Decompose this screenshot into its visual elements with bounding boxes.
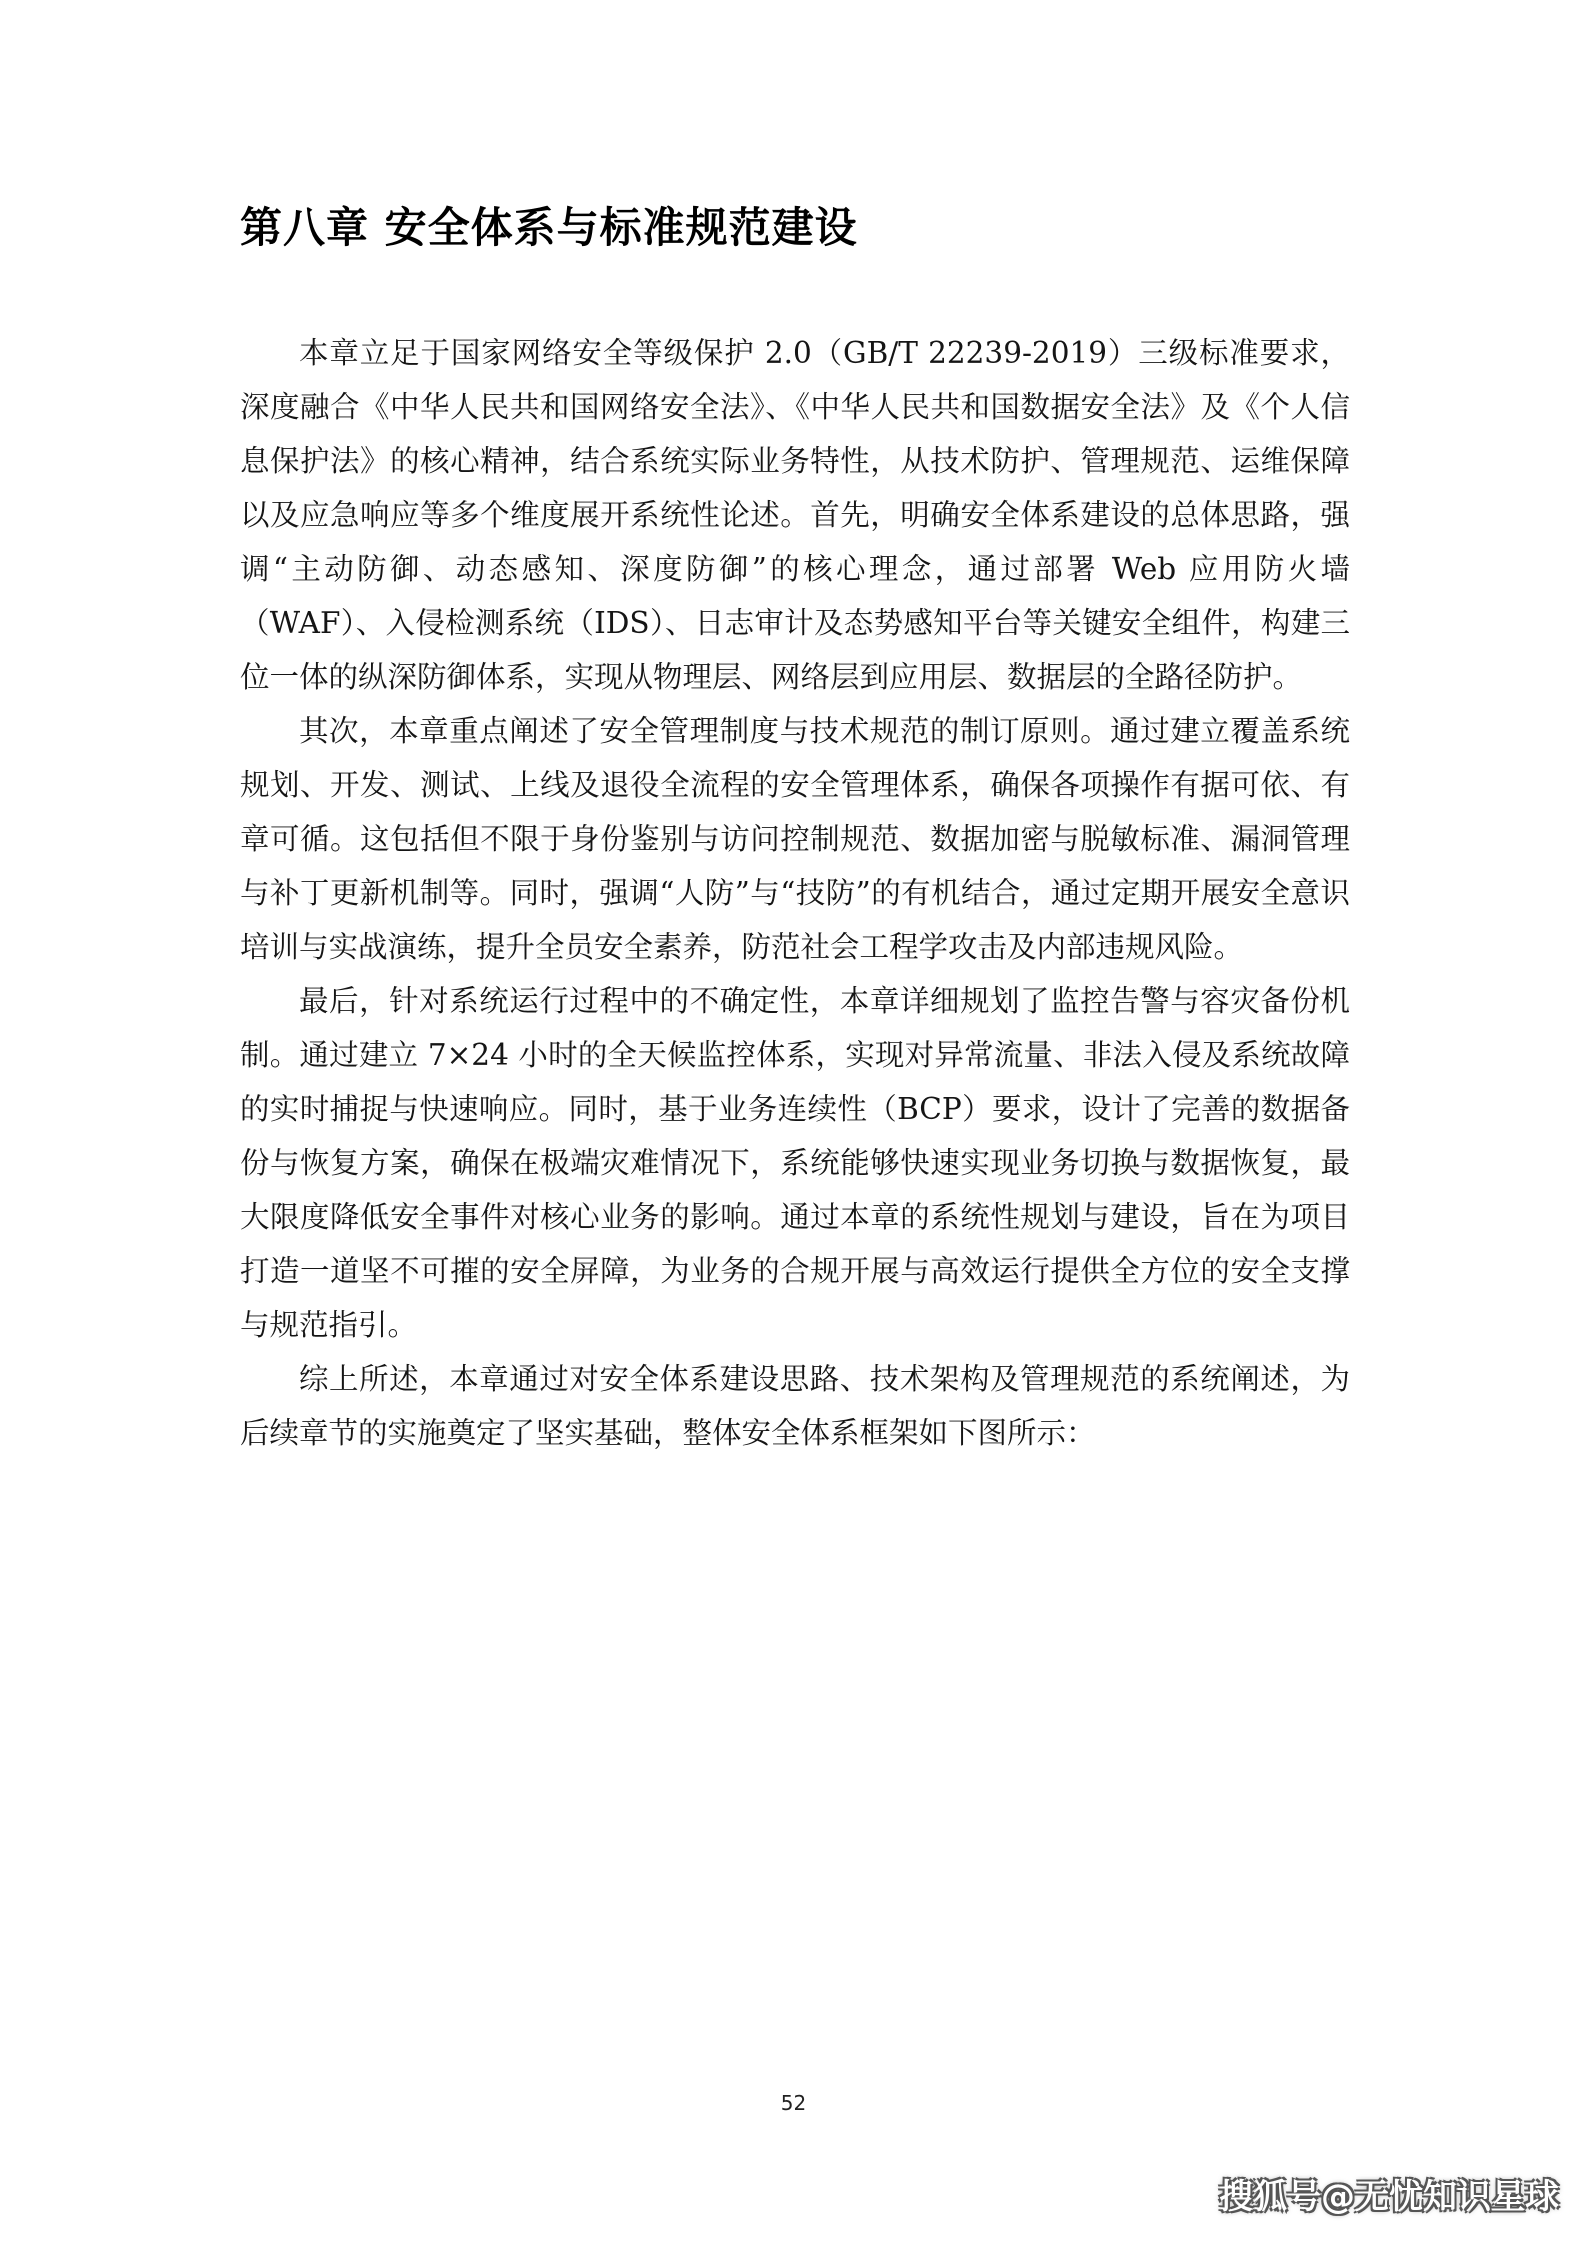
chapter-title: 第八章 安全体系与标准规范建设	[240, 203, 858, 252]
paragraph-monitoring: 最后，针对系统运行过程中的不确定性，本章详细规划了监控告警与容灾备份机制。通过建立 7×24 小时的全天候监控体系，实现对异常流量、非法入侵及系统故障的实时捕捉与快速响应。同时，基于业务连续性（BCP）要求，设计了完善的数据备份与恢复方案，确保在极端灾难情况下，系统能够快速实现业务切换与数据恢复，最大限度降低安全事件对核心业务的影响。通过本章的系统性规划与建设，旨在为项目打造一道坚不可摧的安全屏障，为业务的合规开展与高效运行提供全方位的安全支撑与规范指引。	[240, 984, 1350, 1342]
body-text	[240, 326, 1350, 1460]
paragraph-summary: 综上所述，本章通过对安全体系建设思路、技术架构及管理规范的系统阐述，为后续章节的实施奠定了坚实基础，整体安全体系框架如下图所示：	[240, 1362, 1350, 1450]
page-number: 52	[780, 2091, 807, 2115]
paragraph-intro: 本章立足于国家网络安全等级保护 2.0（GB/T 22239-2019）三级标准要求，深度融合《中华人民共和国网络安全法》、《中华人民共和国数据安全法》及《个人信息保护法》的核心精神，结合系统实际业务特性，从技术防护、管理规范、运维保障以及应急响应等多个维度展开系统性论述。首先，明确安全体系建设的总体思路，强调“主动防御、动态感知、深度防御”的核心理念，通过部署 Web 应用防火墙（WAF）、入侵检测系统（IDS）、日志审计及态势感知平台等关键安全组件，构建三位一体的纵深防御体系，实现从物理层、网络层到应用层、数据层的全路径防护。	[240, 336, 1350, 694]
watermark: 搜狐号@无忧知识星球	[1219, 2177, 1559, 2217]
paragraph-management: 其次，本章重点阐述了安全管理制度与技术规范的制订原则。通过建立覆盖系统规划、开发、测试、上线及退役全流程的安全管理体系，确保各项操作有据可依、有章可循。这包括但不限于身份鉴别与访问控制规范、数据加密与脱敏标准、漏洞管理与补丁更新机制等。同时，强调“人防”与“技防”的有机结合，通过定期开展安全意识培训与实战演练，提升全员安全素养，防范社会工程学攻击及内部违规风险。	[240, 714, 1350, 964]
